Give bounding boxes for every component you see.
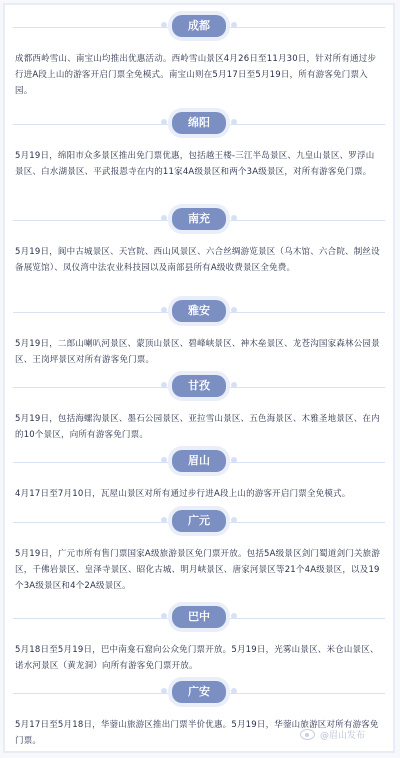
section-title: 广安 <box>172 681 226 703</box>
section-title: 广元 <box>172 510 226 532</box>
section-body: 成都西岭雪山、南宝山均推出优惠活动。西岭雪山景区4月26日至11月30日，针对所有通过步行进A段上山的游客开启门票全免模式。南宝山则在5月17日至5月19日，所有游客免门票入园。 <box>15 54 377 96</box>
watermark-text: @眉山发布 <box>319 731 365 741</box>
section-body: 5月19日，阆中古城景区、天宫院、西山风景区、六合丝绸游览景区（乌木馆、六合院、制丝设备展览馆）、凤仪湾中法农业科技园以及南部县所有A级收费景区全免费。 <box>15 247 380 273</box>
section-title: 眉山 <box>172 450 226 472</box>
section-title: 巴中 <box>172 606 226 628</box>
section-body: 5月19日，包括海螺沟景区、墨石公园景区、亚拉雪山景区、五色海景区、木雅圣地景区、在内的10个景区，向所有游客免门票。 <box>15 414 380 440</box>
section-header <box>5 606 393 632</box>
section-body: 5月18日至5月19日，巴中南龛石窟向公众免门票开放。5月19日，光雾山景区、米仓山景区、诺水河景区（黄龙洞）向所有游客免门票开放。 <box>15 645 379 671</box>
section-header <box>5 510 393 536</box>
section-title: 雅安 <box>172 300 226 322</box>
section-body: 5月17日至5月18日，华蓥山旅游区推出门票半价优惠。5月19日，华蓥山旅游区对所有游客免门票。 <box>15 720 379 746</box>
section-body: 5月19日，广元市所有售门票国家A级旅游景区免门票开放。包括5A级景区剑门蜀道剑门关旅游区，千佛岩景区、皇泽寺景区、昭化古城、明月峡景区、唐家河景区等21个4A级景区，以及19个3A级景区和4个2A级景区。 <box>15 549 381 591</box>
watermark <box>300 728 365 741</box>
section-header <box>5 300 393 326</box>
section-header <box>5 681 393 707</box>
section-title: 南充 <box>172 208 226 230</box>
section-body: 4月17日至7月10日，瓦屋山景区对所有通过步行进A段上山的游客开启门票全免模式。 <box>15 489 351 499</box>
section-body: 5月19日，绵阳市众多景区推出免门票优惠，包括越王楼-三江半岛景区、九皇山景区、罗浮山景区、白水湖景区、平武报恩寺在内的11家4A级景区和两个3A级景区，对所有游客免门票。 <box>15 151 375 177</box>
section-header <box>5 375 393 401</box>
section-title: 成都 <box>172 15 226 37</box>
section-title: 甘孜 <box>172 375 226 397</box>
section-header <box>5 15 393 41</box>
section-header <box>5 450 393 476</box>
document-frame <box>3 3 395 753</box>
weibo-icon <box>300 729 315 740</box>
section-body: 5月19日，二郎山喇叭河景区、蒙顶山景区、碧峰峡景区、神木垒景区、龙苍沟国家森林公园景区、王岗坪景区对所有游客免门票。 <box>15 339 380 365</box>
section-title: 绵阳 <box>172 112 226 134</box>
section-header <box>5 208 393 234</box>
section-header <box>5 112 393 138</box>
